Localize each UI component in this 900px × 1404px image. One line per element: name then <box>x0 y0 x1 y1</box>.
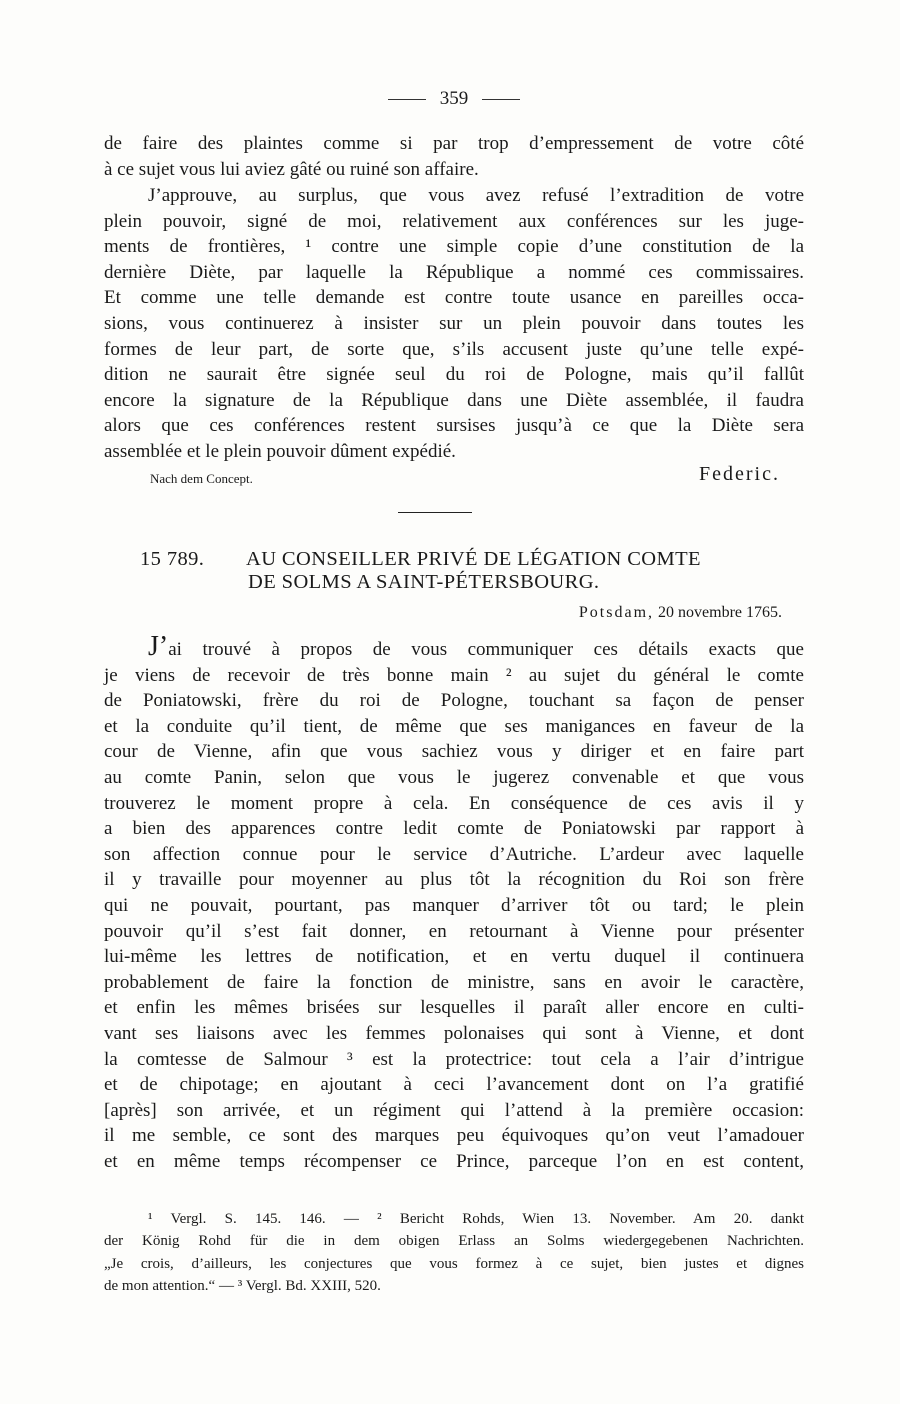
text-line: sions, vous continuerez à insister sur un plein pouvoir dans toutes les <box>104 312 804 334</box>
header-rule-left <box>388 99 426 100</box>
dateline-date: 20 novembre 1765. <box>658 604 782 621</box>
text-line: qui ne pouvait, pourtant, pas manquer d’arriver tôt ou tard; le plein <box>104 894 804 916</box>
text-line: alors que ces conférences restent sursises jusqu’à ce que la Diète sera <box>104 415 804 437</box>
text-line: [après] son arrivée, et un régiment qui l’attend à la première occasion: <box>104 1099 804 1121</box>
text-line: dition ne saurait être signée seul du roi de Pologne, mais qu’il fallût <box>104 364 804 386</box>
header-rule-right <box>482 99 520 100</box>
text-line: la comtesse de Salmour ³ est la protectrice: tout cela a l’air d’intrigue <box>104 1048 804 1070</box>
text-line <box>104 633 804 663</box>
text-line: vant ses liaisons avec les femmes polonaises qui sont à Vienne, et dont <box>104 1022 804 1044</box>
dateline <box>579 604 782 622</box>
footnote-line: ¹ Vergl. S. 145. 146. — ² Bericht Rohds, Wien 13. November. Am 20. dankt <box>148 1211 804 1227</box>
text-line: encore la signature de la République dans une Diète assemblée, il faudra <box>104 389 804 411</box>
section-divider <box>398 512 472 513</box>
text-line: de faire des plaintes comme si par trop d’empressement de votre côté <box>104 133 804 154</box>
text-line: à ce sujet vous lui aviez gâté ou ruiné son affaire. <box>104 158 479 180</box>
letter-number: 15 789. <box>140 548 205 570</box>
text-line: a bien des apparences contre ledit comte de Poniatowski par rapport à <box>104 818 804 840</box>
first-line-text: ai trouvé à propos de vous communiquer ces détails exacts que <box>168 639 804 660</box>
paragraph-continued <box>104 131 804 182</box>
text-line: ments de frontières, ¹ contre une simple copie d’une constitution de la <box>104 236 804 258</box>
heading-line-2: DE SOLMS A SAINT-PÉTERSBOURG. <box>248 571 600 593</box>
page-header <box>104 88 804 110</box>
heading-line-1: AU CONSEILLER PRIVÉ DE LÉGATION COMTE <box>246 548 701 570</box>
signature: Federic. <box>699 463 780 485</box>
text-line: pouvoir qu’il s’est fait donner, en retournant à Vienne pour présenter <box>104 920 804 942</box>
paragraph-letter-body <box>104 633 804 1174</box>
text-line: il y travaille pour moyenner au plus tôt la récognition du Roi son frère <box>104 869 804 891</box>
page-number: 359 <box>439 88 469 109</box>
text-line: probablement de faire la fonction de ministre, sans en avoir le caractère, <box>104 971 804 993</box>
text-line: cour de Vienne, afin que vous sachiez vous y diriger et en faire part <box>104 741 804 763</box>
source-note: Nach dem Concept. <box>150 471 253 486</box>
text-line: et de chipotage; en ajoutant à ceci l’avancement dont on l’a gratifié <box>104 1074 804 1096</box>
letter-heading <box>140 548 804 594</box>
text-line: trouverez le moment propre à cela. En conséquence de ces avis il y <box>104 792 804 814</box>
text-line: je viens de recevoir de très bonne main ² au sujet du général le comte <box>104 664 804 686</box>
drop-cap: J’ <box>148 631 169 662</box>
footnote-line: „Je crois, d’ailleurs, les conjectures que vous formez à ce sujet, bien justes et dignes <box>104 1255 804 1272</box>
text-line: il me semble, ce sont des marques peu équivoques qu’on veut l’amadouer <box>104 1125 804 1147</box>
text-line: Et comme une telle demande est contre toute usance en pareilles occa- <box>104 287 804 309</box>
book-page <box>104 0 804 1404</box>
footnote-line: der König Rohd für die in dem obigen Erlass an Solms wiedergegebenen Nachrichten. <box>104 1233 804 1250</box>
text-line: et enfin les mêmes brisées sur lesquelles il paraît aller encore en culti- <box>104 997 804 1019</box>
paragraph-approval <box>104 183 804 465</box>
footnotes <box>104 1208 804 1298</box>
text-line: dernière Diète, par laquelle la République a nommé ces commissaires. <box>104 261 804 283</box>
text-line: au comte Panin, selon que vous le jugerez convenable et que vous <box>104 766 804 788</box>
text-line: son affection connue pour le service d’Autriche. L’ardeur avec laquelle <box>104 843 804 865</box>
text-line: et en même temps récompenser ce Prince, parceque l’on en est content, <box>104 1150 804 1172</box>
text-line: assemblée et le plein pouvoir dûment expédié. <box>104 440 456 462</box>
text-line: de Poniatowski, frère du roi de Pologne, touchant sa façon de penser <box>104 690 804 712</box>
footnote-line: de mon attention.“ — ³ Vergl. Bd. XXIII, 520. <box>104 1278 381 1295</box>
text-line: plein pouvoir, signé de moi, relativement aux conférences sur les juge- <box>104 210 804 232</box>
dateline-place: Potsdam, <box>578 604 655 621</box>
text-line: lui-même les lettres de notification, et en vertu duquel il continuera <box>104 946 804 968</box>
text-line: formes de leur part, de sorte que, s’ils accusent juste qu’une telle expé- <box>104 338 804 360</box>
text-line: et la conduite qu’il tient, de même que ses manigances en faveur de la <box>104 715 804 737</box>
text-line: J’approuve, au surplus, que vous avez refusé l’extradition de votre <box>148 185 804 206</box>
